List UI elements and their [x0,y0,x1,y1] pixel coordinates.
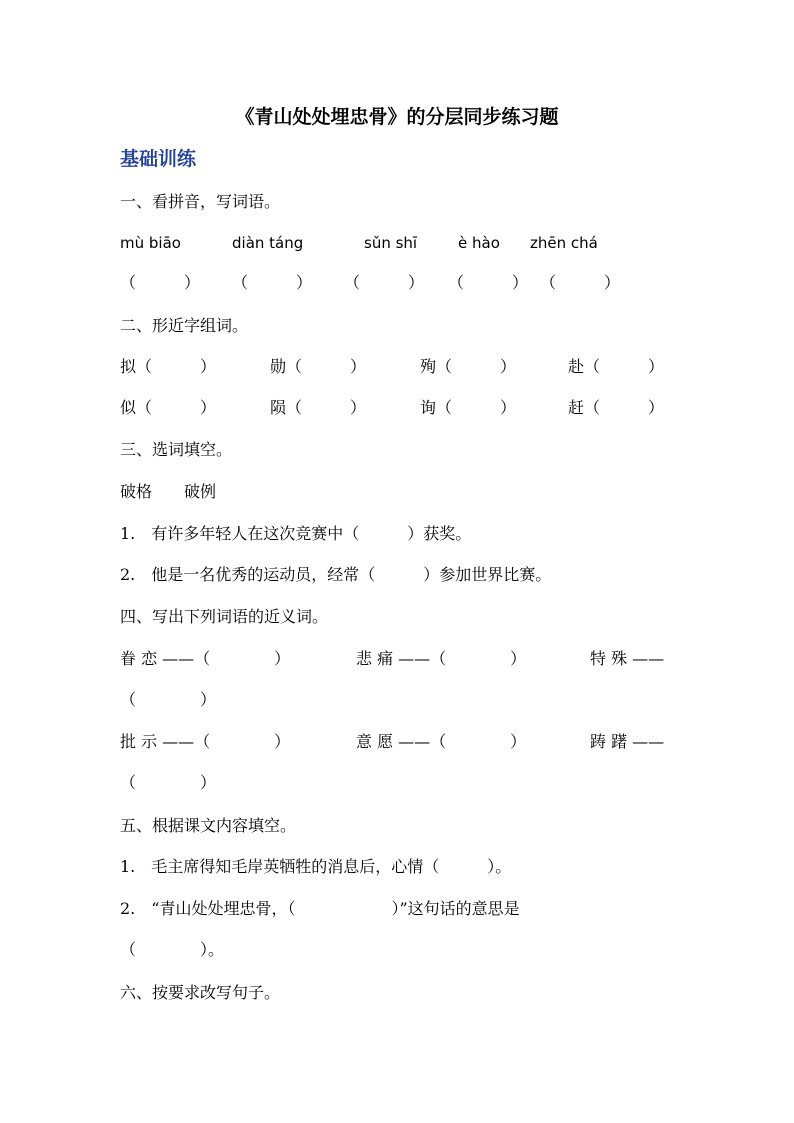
word-pair-2a: 勋（ ） [270,357,367,376]
q5-sentence-2: 2. “青山处处埋忠骨，（ ）”这句话的意思是 [120,899,520,918]
page-title: 《青山处处埋忠骨》的分层同步练习题 [235,106,559,128]
q2-heading: 二、形近字组词。 [120,316,249,335]
pinyin-4: è hào [458,234,500,252]
word-pair-2b: 陨（ ） [270,398,367,417]
pinyin-1: mù biāo [120,234,181,252]
pinyin-2: diàn táng [232,234,304,252]
word-pair-4a: 赴（ ） [568,357,665,376]
synonym-5: 意 愿 ——（ ） [356,732,527,751]
section-basic-training: 基础训练 [120,148,197,170]
word-pair-1b: 似（ ） [120,398,217,417]
word-pair-1a: 拟（ ） [120,357,217,376]
q1-heading: 一、看拼音，写词语。 [120,192,281,211]
q5-heading: 五、根据课文内容填空。 [120,816,297,835]
synonym-3-blank: （ ） [120,690,217,709]
q3-word-choices: 破格 破例 [120,482,217,501]
q6-heading: 六、按要求改写句子。 [120,983,281,1002]
synonym-4: 批 示 ——（ ） [120,732,291,751]
q4-heading: 四、写出下列词语的近义词。 [120,607,329,626]
synonym-2: 悲 痛 ——（ ） [356,649,527,668]
pinyin-3: sǔn shī [364,234,418,252]
q3-heading: 三、选词填空。 [120,440,233,459]
blank-4: （ ） [448,273,529,292]
blank-1: （ ） [120,273,201,292]
synonym-3: 特 殊 —— [590,649,665,668]
pinyin-5: zhēn chá [530,234,598,252]
q5-sentence-1: 1. 毛主席得知毛岸英牺牲的消息后，心情（ ）。 [120,857,512,876]
blank-5: （ ） [540,273,621,292]
word-pair-3b: 询（ ） [420,398,517,417]
blank-3: （ ） [344,273,425,292]
synonym-1: 眷 恋 ——（ ） [120,649,291,668]
q3-sentence-2: 2. 他是一名优秀的运动员，经常（ ）参加世界比赛。 [120,565,552,584]
blank-2: （ ） [232,273,313,292]
word-pair-4b: 赶（ ） [568,398,665,417]
synonym-6-blank: （ ） [120,773,217,792]
synonym-6: 踌 躇 —— [590,732,665,751]
q3-sentence-1: 1. 有许多年轻人在这次竞赛中（ ）获奖。 [120,524,472,543]
q5-sentence-2-blank: （ ）。 [120,940,225,959]
word-pair-3a: 殉（ ） [420,357,517,376]
